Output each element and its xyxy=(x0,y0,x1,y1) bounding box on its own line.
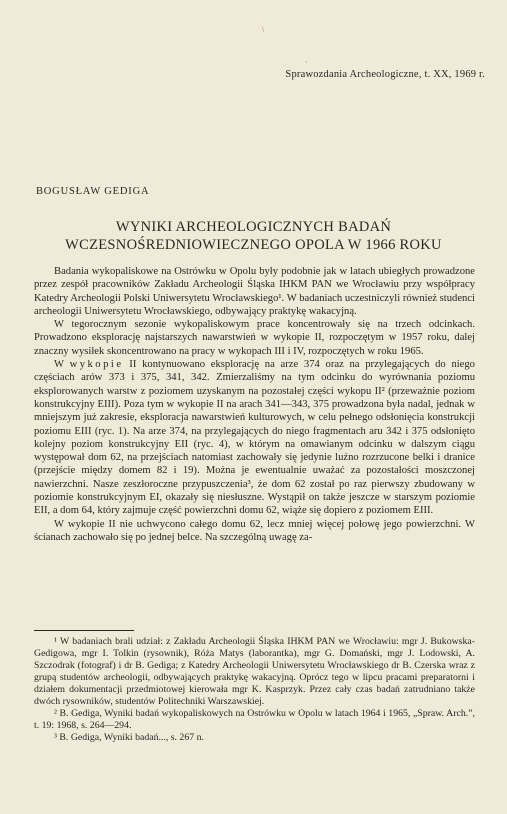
author-name: BOGUSŁAW GEDIGA xyxy=(36,186,150,197)
footnote: ² B. Gediga, Wyniki badań wykopaliskowych na Ostrówku w Opolu w latach 1964 i 1965, „Spraw. Arch.”, t. 19: 1968, s. 264—294. xyxy=(34,708,475,731)
footnotes xyxy=(34,636,475,744)
title-line: WYNIKI ARCHEOLOGICZNYCH BADAŃ xyxy=(115,219,392,235)
footnote: ³ B. Gediga, Wyniki badań..., s. 267 n. xyxy=(54,732,204,743)
article-body xyxy=(34,265,475,544)
spaced-term: wykopie xyxy=(69,359,124,371)
footnote: ¹ W badaniach brali udział: z Zakładu Archeologii Śląska IHKM PAN we Wrocławiu: mgr J. Bukowska-Gedigowa, mgr I. Tolkin (rysownik), Róża Matys (laborantka), mgr G. Domański, mgr J. Lodowski, A. Szczodrak (fotograf) i dr B. Gediga; z Katedry Archeologii Uniwersytetu Wrocławskiego dr B. Czerska wraz z grupą studentów archeologii, odbywających praktykę wakacyjną. Oprócz tego w lipcu pracami preparatorni i działem dokumentacji przedmiotowej kierowała mgr K. Kasprzyk. Przez cały czas badań zatrudniano także dwóch rysowników, studentów Politechniki Warszawskiej. xyxy=(34,636,475,707)
paragraph xyxy=(34,358,475,518)
running-header: Sprawozdania Archeologiczne, t. XX, 1969 r. xyxy=(285,69,485,80)
scan-mark: \ xyxy=(262,25,265,34)
article-title xyxy=(0,218,507,254)
paragraph-lead: W xyxy=(54,359,64,371)
title-line: WCZESNOŚREDNIOWIECZNEGO OPOLA W 1966 ROKU xyxy=(65,237,442,253)
scan-mark: · xyxy=(305,58,308,67)
paragraph: W wykopie II nie uchwycono całego domu 62, lecz mniej więcej połowę jego powierzchni. W ścianach zachowało się po jednej belce. Na szczególną uwagę za- xyxy=(34,518,475,543)
footnote-rule xyxy=(34,630,134,631)
paragraph-text: II kontynuowano eksplorację na arze 374 oraz na przylegających do niego częściach arów 373 i 375, 341, 342. Zmierzaliśmy na tym odcinku do wyrównania poziomu eksplorowanych warstw z poziomem uzyskanym na pozostałej części wykopu II² (przeważnie poziom konstrukcyjny EIII). Poza tym w wykopie II na arach 341—343, 375 prowadzona była nadal, jednak w mniejszym już zakresie, eksploracja nawarstwień kulturowych, w celu pełnego odsłonięcia konstrukcji poziomu EIII (ryc. 1). Na arze 374, na przylegających do niego fragmentach aru 342 i 375 odsłonięto kolejny poziom konstrukcyjny EII (ryc. 4), w którym na omawianym odcinku w dalszym ciągu występował dom 62, na przejściach natomiast zachowały się jedynie luźno rozrzucone belki i dranice (przejście między domem 82 i 19). Można je ewentualnie uważać za pozostałości moszczonej nawierzchni. Nasze zeszłoroczne przypuszczenia³, że dom 62 został po raz pierwszy zbudowany w poziomie konstrukcyjnym EI, okazały się niesłuszne. Wystąpił on także jeszcze w starszym poziomie EII, a dom 64, który zajmuje część powierzchni domu 62, wiąże się dopiero z poziomem EIII. xyxy=(34,359,475,517)
paragraph: Badania wykopaliskowe na Ostrówku w Opolu były podobnie jak w latach ubiegłych prowadzone przez zespół pracowników Zakładu Archeologii Śląska IHKM PAN we Wrocławiu przy współpracy Katedry Archeologii Polski Uniwersytetu Wrocławskiego¹. W badaniach uczestniczyli również studenci archeologii Uniwersytetu Wrocławskiego, odbywający praktykę wakacyjną. xyxy=(34,266,475,317)
paragraph: W tegorocznym sezonie wykopaliskowym prace koncentrowały się na trzech odcinkach. Prowadzono eksplorację najstarszych nawarstwień w wykopie II, rozpoczętym w 1957 roku, dalej znaczny wysiłek skoncentrowano na pracy w wykopach III i IV, rozpoczętych w roku 1965. xyxy=(34,319,475,357)
